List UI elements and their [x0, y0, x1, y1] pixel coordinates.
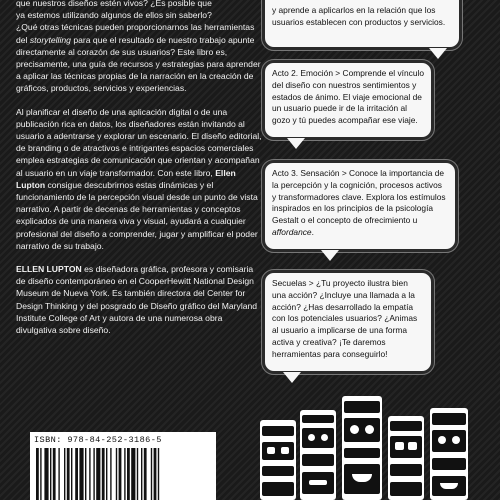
bubble-act1-end — [262, 0, 462, 50]
barcode-bar — [50, 448, 51, 500]
barcode-bar — [131, 448, 135, 500]
affordance-term: affordance — [272, 226, 312, 237]
barcode-bar — [67, 448, 70, 500]
barcode-bar — [158, 448, 159, 500]
barcode-bar — [75, 448, 78, 500]
bubble-act3-head: Acto 3. Sensación — [272, 168, 340, 178]
barcode-bar — [154, 448, 157, 500]
bubble-secuelas-text: > ¿Tu proyecto ilustra bien una acción? ¿Incluye una llamada a la acción? ¿Has desarrollado la empatía con los potenciales usuarios? ¿Animas al usuario a implicarse de una forma activa y creativa? ¡Te daremos herramientas para conseguirlo! — [272, 278, 418, 359]
barcode-bar — [151, 448, 152, 500]
barcode-bar — [89, 448, 90, 500]
description-text: Al planificar el diseño de una aplicación digital o de una publicación rica en datos, los diseñadores están invitando al usuario a adentrarse y explorar un escenario. El diseño editorial, de branding o de atractivos e intrigantes espacios comerciales emplea estrategias de comunicación que orientan y acompañan al usuario en un viaje transformador. Con este libro, — [16, 106, 262, 178]
bubble-act3 — [262, 160, 458, 252]
intro-text: ¿Qué otras técnicas pueden proporcionarnos las herramientas del — [16, 22, 255, 45]
bio-text: es diseñadora gráfica, profesora y comisaria de diseño contemporáneo en el CooperHewitt National Design Museum de Nueva York. Es también directora del Center for Design Thinking y del posgrado de Diseño gráfico del Maryland Institute College of Art y autora de una numerosa obra divulgativa sobre diseño. — [16, 264, 258, 336]
barcode-bar — [119, 448, 122, 500]
barcode-bar — [71, 448, 72, 500]
back-cover-text — [16, 0, 264, 336]
storytelling-term: storytelling — [29, 34, 71, 45]
bio-paragraph — [16, 263, 264, 336]
barcode-bar — [79, 448, 83, 500]
isbn-number: ISBN: 978-84-252-3186-5 — [34, 435, 162, 445]
bubble-act2-head: Acto 2. Emoción — [272, 68, 333, 78]
barcode-bar — [96, 448, 100, 500]
totem-figure-2 — [300, 410, 336, 500]
barcode-bar — [141, 448, 142, 500]
barcode-bar — [40, 448, 41, 500]
barcode-bar — [116, 448, 117, 500]
description-text-cont: consigue descubrirnos estas dinámicas y el funcionamiento de la percepción visual desde un punto de vista narrativo. A partir de decenas de herramientas y conceptos explicados de una manera viva y visual, ayudará a cualquier profesional del diseño a comprender, jugar y amplificar el poder narrativo de su trabajo. — [16, 179, 258, 251]
barcode-bar — [102, 448, 105, 500]
barcode-bar — [106, 448, 107, 500]
bubble-act2-text: > Comprende el vínculo del diseño con nuestros sentimientos y estados de ánimo. El viaje emocional de un usuario puede ir de la irritación al gozo y tú puedes acompañar ese viaje. — [272, 68, 424, 126]
barcode-bar — [85, 448, 86, 500]
barcode-bar — [127, 448, 130, 500]
barcode-bar — [93, 448, 94, 500]
bubble-act1-text: y aprende a aplicarlos en la relación que los usuarios establecen con productos y servicios. — [272, 5, 446, 27]
totem-figure-3 — [342, 396, 382, 500]
intro-text-cont: para que el resultado de nuestro trabajo apunte directamente al corazón de sus usuarios? Este libro es, precisamente, una guía de recursos y estrategias para aprender a aplicar las técnicas propias de la narración en la creación de gráficos, productos, servicios y experiencias. — [16, 34, 261, 94]
intro-line-1: que nuestros diseños estén vivos? ¿Es posible que — [16, 0, 212, 8]
bubble-act2 — [262, 60, 434, 140]
barcode-panel — [30, 432, 216, 500]
barcode-bar — [58, 448, 59, 500]
bubble-act3-text: > Conoce la importancia de la percepción y la cognición, procesos activos y transformadores clave. Explora los estímulos inspirados en los principios de la psicología Gestalt o el concepto de ofrecimiento u — [272, 168, 446, 226]
totem-figure-5 — [430, 408, 468, 500]
bio-author-name: ELLEN LUPTON — [16, 264, 82, 275]
barcode-bar — [124, 448, 125, 500]
barcode-bar — [137, 448, 138, 500]
totem-figure-4 — [388, 416, 424, 500]
intro-line-2: ya estemos utilizando algunos de ellos sin saberlo? — [16, 10, 212, 21]
totem-figure-1 — [260, 420, 296, 500]
bubble-secuelas — [262, 270, 434, 374]
barcode-bar — [53, 448, 56, 500]
barcode-bar — [144, 448, 147, 500]
barcode-bar — [44, 448, 48, 500]
intro-paragraph — [16, 0, 264, 95]
barcode-bar — [64, 448, 65, 500]
bubble-secuelas-head: Secuelas — [272, 278, 307, 288]
barcode-bar — [36, 448, 39, 500]
author-name: Ellen Lupton — [16, 167, 236, 190]
bubble-act3-end: . — [311, 226, 314, 237]
description-paragraph — [16, 106, 264, 252]
barcode-bar — [110, 448, 111, 500]
barcode — [34, 448, 212, 500]
